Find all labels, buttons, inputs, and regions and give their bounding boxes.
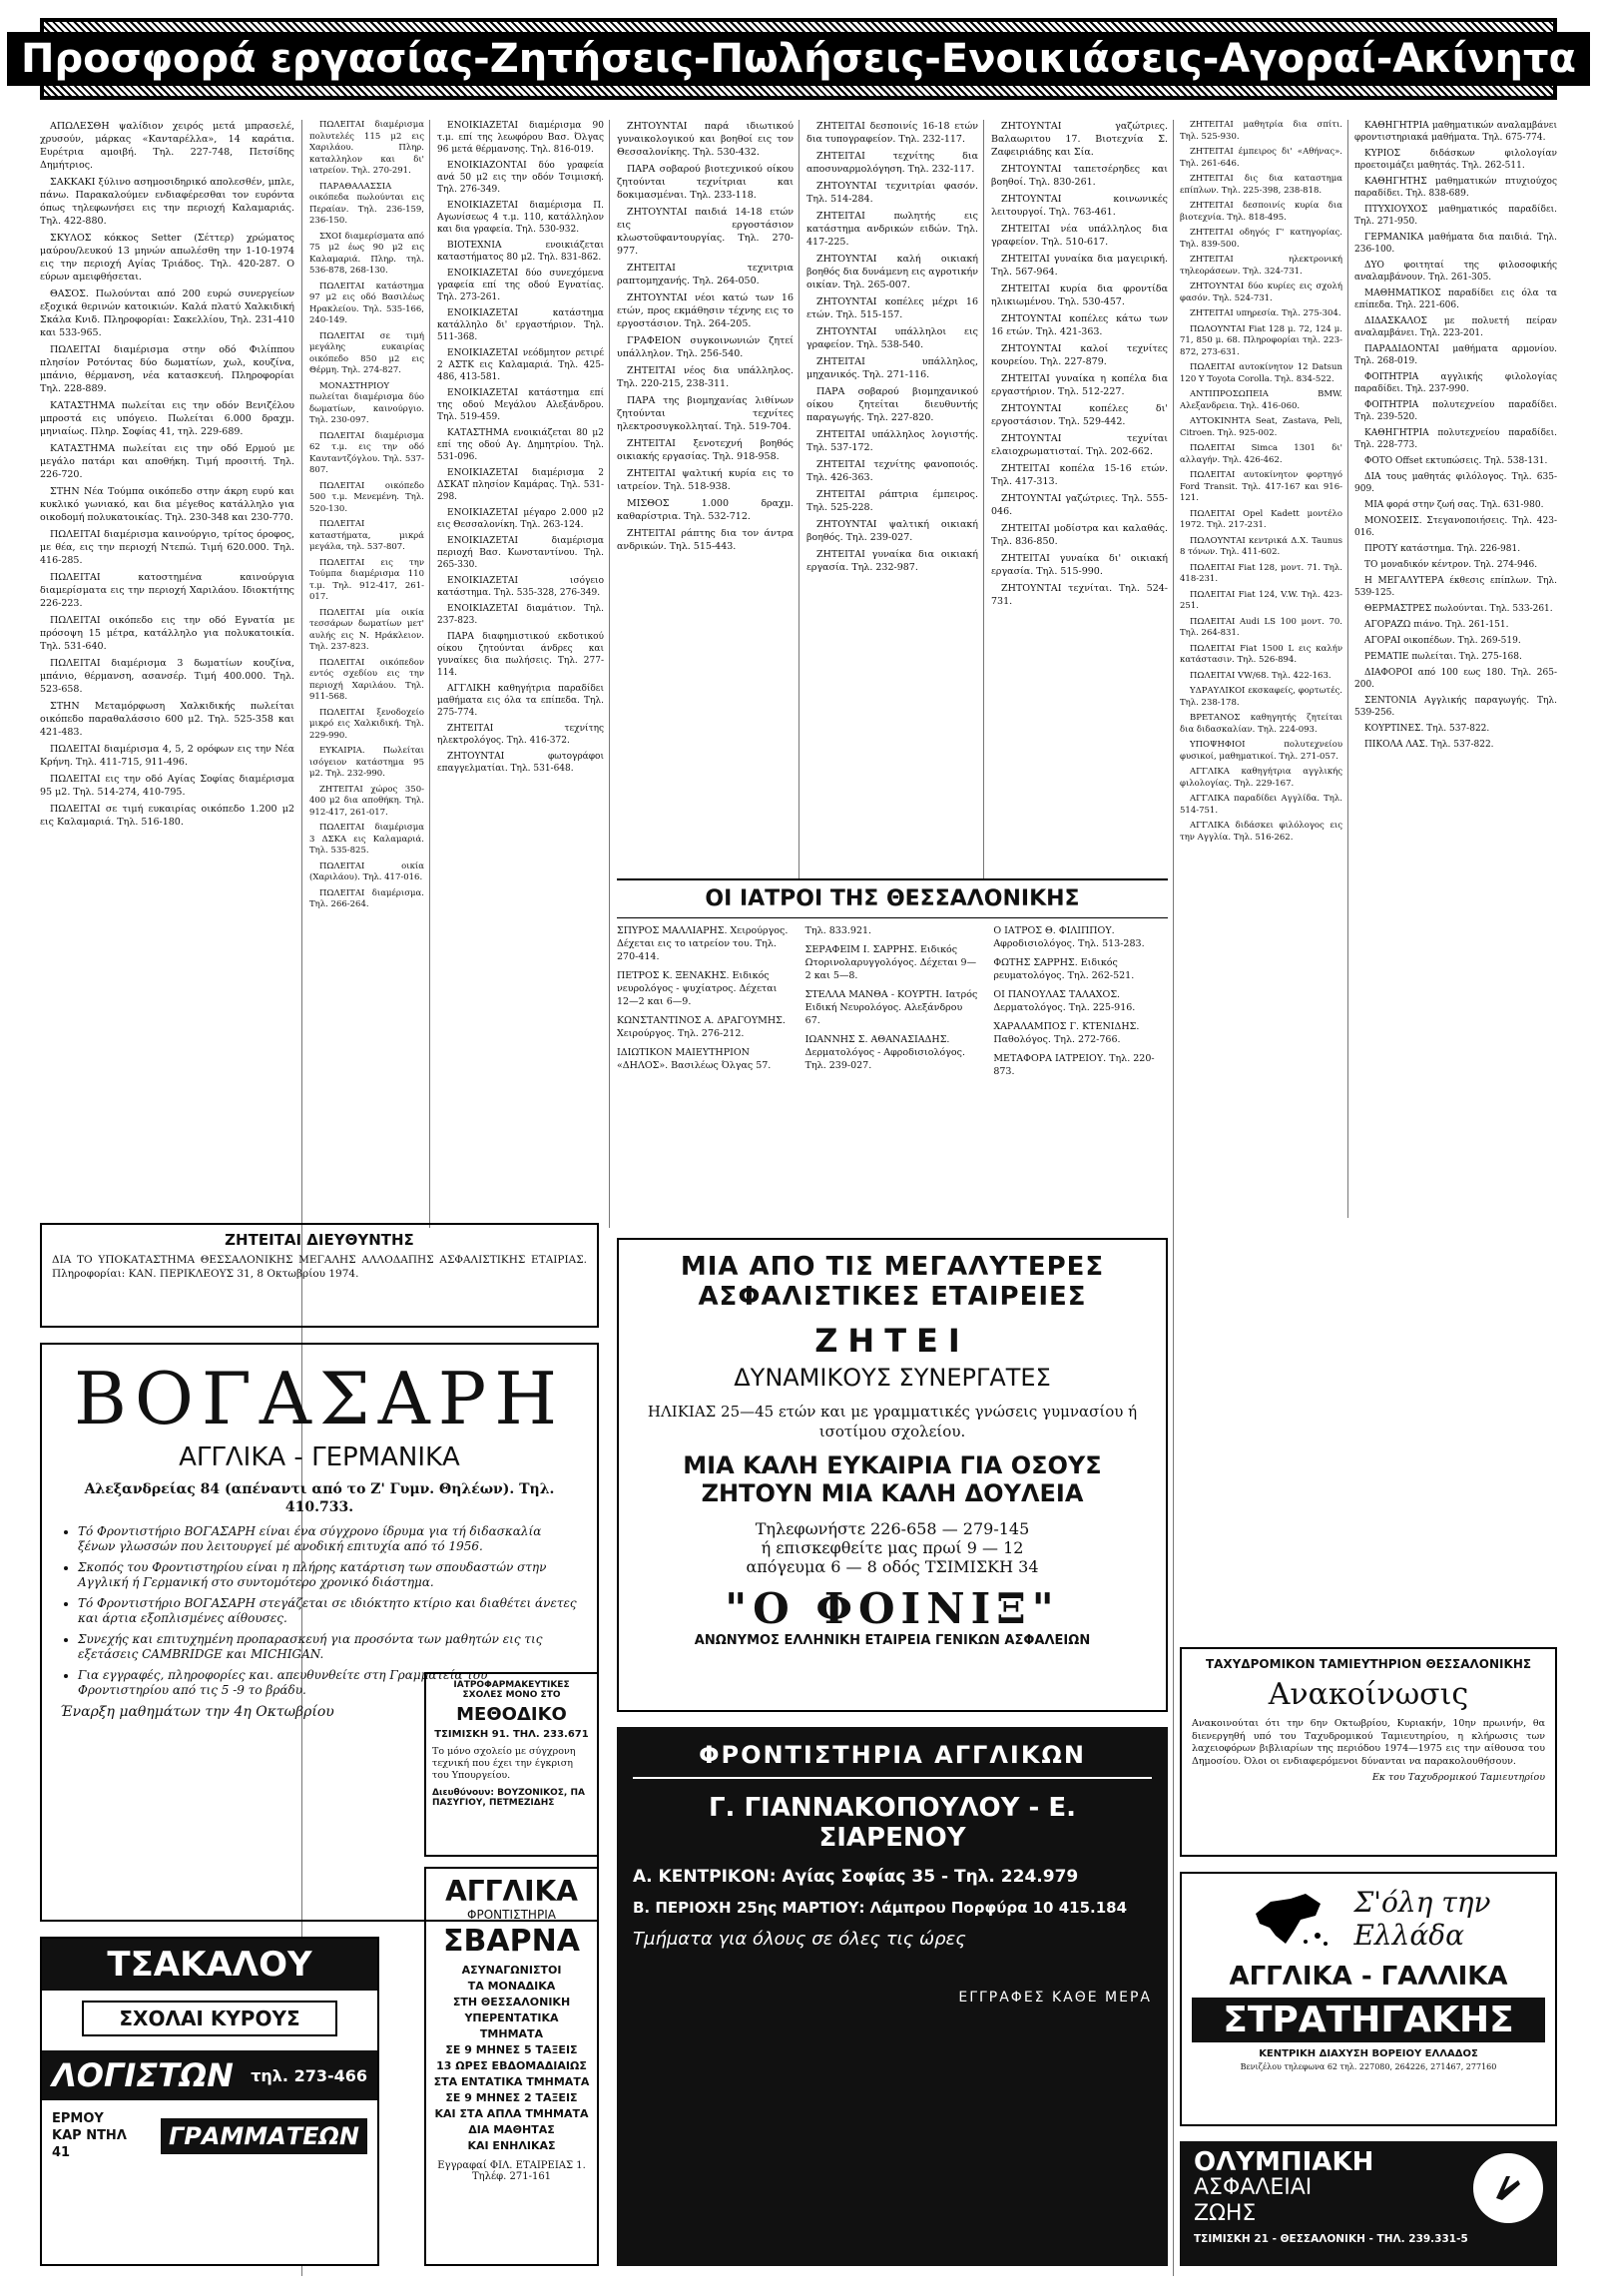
classified-ad: ΖΗΤΕΙΤΑΙ τεχνίτης ηλεκτρολόγος. Τηλ. 416-372. (437, 724, 604, 746)
classified-column-4 (617, 120, 794, 873)
classified-ad: ΜΟΝΑΣΤΗΡΙΟΥ πωλείται διαμέρισμα δύο δωματίων, καινούργιο. Τηλ. 230-097. (309, 380, 424, 425)
classified-ad: ΘΑΣΟΣ. Πωλούνται από 200 ευρώ συνεργείων εξοχικά θερινών κατοικιών. Καλά πλατύ Χαλκιδική Σκάλα Κνιδ. Πληροφορίαι: Σακελλίου, Τηλ. 231-410 και 533-965. (40, 288, 294, 338)
classified-ad: ΖΗΤΕΙΤΑΙ δεσποινίς κυρία δια βιοτεχνία. Τηλ. 818-495. (1180, 201, 1342, 223)
insurance-company-desc: ΑΝΩΝΥΜΟΣ ΕΛΛΗΝΙΚΗ ΕΤΑΙΡΕΙΑ ΓΕΝΙΚΩΝ ΑΣΦΑΛΕΙΩΝ (694, 1633, 1091, 1648)
doctor-entry: ΧΑΡΑΛΑΜΠΟΣ Γ. ΚΤΕΝΙΔΗΣ. Παθολόγος. Τηλ. 272-766. (993, 1021, 1140, 1045)
tsakalou-address-1: ΕΡΜΟΥ (52, 2111, 104, 2126)
classified-ad: ΑΓΓΛΙΚΗ καθηγήτρια παραδίδει μαθήματα εις όλα τα επίπεδα. Τηλ. 275-774. (437, 684, 604, 718)
olympiaki-line-3: ΖΩΗΣ (1194, 2201, 1257, 2226)
tsakalou-address-2: ΚΑΡ ΝΤΗΛ 41 (52, 2128, 127, 2160)
vogasari-start: Έναρξη μαθημάτων την 4η Οκτωβρίου (60, 1704, 334, 1720)
doctor-entry: ΣΕΡΑΦΕΙΜ Ι. ΣΑΡΡΗΣ. Ειδικός Ωτορινολαρυγγολόγος. Δέχεται 9—2 και 5—8. (804, 944, 977, 981)
classified-ad: ΑΓΟΡΑΙ οικοπέδων. Τηλ. 269-519. (1364, 636, 1521, 646)
classified-ad: ΠΩΛΕΙΤΑΙ αυτοκίνητον φορτηγό Ford Transit. Τηλ. 417-167 και 916-121. (1180, 470, 1342, 503)
classified-ad: ΕΥΚΑΙΡΙΑ. Πωλείται ισόγειον κατάστημα 95 μ2. Τηλ. 232-990. (309, 746, 424, 779)
classified-ad: ΓΕΡΜΑΝΙΚΑ μαθήματα δια παιδιά. Τηλ. 236-100. (1354, 233, 1557, 255)
classified-ad: ΠΩΛΕΙΤΑΙ κατοστημένα καινούργια διαμερίσματα εις την περιοχή Χαριλάου. Ιδιοκτήτης 226-223. (40, 572, 294, 609)
classified-ad: ΖΗΤΕΙΤΑΙ τεχνιτρια ραπτομηχανής. Τηλ. 264-050. (617, 263, 794, 287)
classified-ad: ΡΕΜΑΤΙΕ πωλείται. Τηλ. 275-168. (1364, 652, 1522, 662)
classified-ad: ΖΗΤΕΙΤΑΙ γυναίκα δια οικιακή εργασία. Τηλ. 232-987. (806, 549, 978, 573)
classified-ad: ΚΑΘΗΓΗΤΡΙΑ μαθηματικών αναλαμβάνει φροντιστηριακά μαθήματα. Τηλ. 675-774. (1354, 121, 1557, 143)
classified-ad: ΠΩΛΕΙΤΑΙ διαμέρισμα πολυτελές 115 μ2 εις Χαριλάου. Πληρ. καταλληλον και δι' ιατρείον. Τηλ. 270-291. (309, 120, 424, 176)
methodiko-body: Το μόνο σχολείο με σύγχρονη τεχνική που έχει την έγκριση του Υπουργείου. (432, 1746, 576, 1781)
classified-ad: ΠΩΛΕΙΤΑΙ Fiat 128, μοντ. 71. Τηλ. 418-231. (1180, 562, 1342, 584)
classified-ad: ΠΩΛΕΙΤΑΙ οικόπεδον εντός σχεδίου εις την περιοχή Χαριλάου. Τηλ. 911-568. (309, 657, 424, 702)
classified-ad: ΕΝΟΙΚΙΑΖΕΤΑΙ μέγαρο 2.000 μ2 εις Θεσσαλονίκη. Τηλ. 263-124. (437, 508, 604, 530)
classified-ad: ΑΠΩΛΕΣΘΗ ψαλίδιον χειρός μετά μπρασελέ, χρυσούν, μάρκας «Κανταρέλλα», 14 καράτια. Ευρέτρια αμοιβή. Τηλ. 227-748, Πετσίδης Δημήτριος. (40, 121, 294, 171)
vogasari-bullet: • Συνεχής και επιτυχημένη προπαρασκευή για προσόντα των μαθητών εις τις εξετάσεις CAMBRIDGE και MICHIGAN. (78, 1632, 579, 1662)
classified-ad: ΔΙΑ τους μαθητάς φιλόλογος. Τηλ. 635-909. (1354, 472, 1557, 494)
tsakalou-name: ΤΣΑΚΑΛΟΥ (42, 1939, 377, 1991)
vogasari-bullet: • Τό Φροντιστήριο ΒΟΓΑΣΑΡΗ είναι ένα σύγχρονο ίδρυμα για τή διδασκαλία ξένων γλωσσών που λειτουργεί μέ ανοδική επιτυχία από τό 1956. (78, 1524, 579, 1554)
director-title: ΖΗΤΕΙΤΑΙ ΔΙΕΥΘΥΝΤΗΣ (225, 1231, 414, 1249)
classified-ad: ΠΩΛΕΙΤΑΙ Simca 1301 δι' αλλαγήν. Τηλ. 426-462. (1180, 443, 1342, 465)
classified-ad: ΠΩΛΕΙΤΑΙ οικία (Χαριλάου). Τηλ. 417-016. (309, 861, 424, 882)
classified-ad: ΕΝΟΙΚΙΑΖΕΤΑΙ διαμέρισμα 90 τ.μ. επί της λεωφόρου Βασ. Όλγας 96 μετά θέρμανσης. Τηλ. 816-019. (437, 121, 604, 155)
classified-column-1 (40, 120, 294, 1198)
doctor-entry: Ο ΙΑΤΡΟΣ Θ. ΦΙΛΙΠΠΟΥ. Αφροδισιολόγος. Τηλ. 513-283. (993, 925, 1145, 949)
classified-ad: ΖΗΤΟΥΝΤΑΙ καλοί τεχνίτες κουρείου. Τηλ. 227-879. (991, 343, 1168, 367)
sbarna-line: ΣΕ 9 ΜΗΝΕΣ 2 ΤΑΞΕΙΣ (445, 2091, 578, 2104)
classified-ad: ΕΝΟΙΚΙΑΖΕΤΑΙ διαμέρισμα περιοχή Βασ. Κωνσταντίνου. Τηλ. 265-330. (437, 536, 604, 570)
vogasari-bullet: • Τό Φροντιστήριο ΒΟΓΑΣΑΡΗ στεγάζεται σε ιδιόκτητο κτίριο και διαθέτει άνετες και άρτια εξοπλισμένες αίθουσες. (78, 1596, 579, 1626)
classified-column-6 (991, 120, 1168, 873)
classified-ad: ΜΙΑ φορά στην ζωή σας. Τηλ. 631-980. (1364, 500, 1544, 510)
classified-ad: ΕΝΟΙΚΙΑΖΕΤΑΙ διαμέρισμα Π. Αγωνίσεως 4 τ.μ. 110, κατάλληλον και δια γραφεία. Τηλ. 530-932. (437, 201, 604, 235)
insurance-line-5: ΗΛΙΚΙΑΣ 25—45 ετών και με γραμματικές γνώσεις γυμνασίου ή ισοτίμου σχολείου. (647, 1403, 1138, 1440)
tsakalou-phone: τηλ. 273-466 (251, 2065, 367, 2085)
classified-ad: ΠΩΛΕΙΤΑΙ διαμέρισμα καινούργιο, τρίτος όροφος, με θέα, εις την περιοχή Ντεπώ. Τιμή 620.000. Τηλ. 416-285. (40, 529, 294, 566)
doctors-section (617, 878, 1168, 1228)
classified-ad: ΖΗΤΕΙΤΑΙ δεσποινίς 16-18 ετών δια τυπογραφείον. Τηλ. 232-117. (806, 121, 978, 145)
classified-column-5 (806, 120, 978, 873)
classified-ad: ΖΗΤΕΙΤΑΙ μοδίστρα και καλαθάς. Τηλ. 836-850. (991, 523, 1168, 547)
sbarna-line: ΔΙΑ ΜΑΘΗΤΑΣ (468, 2123, 555, 2136)
classified-column-7 (1180, 120, 1342, 1198)
classified-ad: ΣΧΟΙ διαμερίσματα από 75 μ2 έως 90 μ2 εις Καλαμαριά. Πληρ. τηλ. 536-878, 268-130. (309, 231, 424, 276)
classified-ad: ΚΑΤΑΣΤΗΜΑ ενοικιάζεται 80 μ2 επί της οδού Αγ. Δημητρίου. Τηλ. 531-096. (437, 428, 604, 462)
classified-ad: ΕΝΟΙΚΙΑΖΕΤΑΙ νεόδμητον ρετιρέ 2 ΑΣΤΚ εις Καλαμαριά. Τηλ. 425-486, 413-581. (437, 348, 604, 382)
sbarna-line: ΤΑ ΜΟΝΑΔΙΚΑ (467, 1980, 556, 1993)
classified-ad: ΠΡΟΤΥ κατάστημα. Τηλ. 226-981. (1364, 544, 1521, 554)
classified-ad: ΖΗΤΕΙΤΑΙ κοπέλα 15-16 ετών. Τηλ. 417-313. (991, 463, 1168, 487)
classified-ad: ΠΩΛΕΙΤΑΙ διαμέρισμα 3 δωματίων κουζίνα, μπάνιο, θέρμανση, ασανσέρ. Τιμή 400.000. Τηλ. 523-658. (40, 658, 294, 695)
classified-ad: ΖΗΤΕΙΤΑΙ ψαλτική κυρία εις το ιατρείον. Τηλ. 518-938. (617, 468, 794, 492)
tsakalou-logiston: ΛΟΓΙΣΤΩΝ (52, 2056, 234, 2094)
strategakis-subtitle: ΚΕΝΤΡΙΚΗ ΔΙΑΧΥΣΗ ΒΟΡΕΙΟΥ ΕΛΛΑΔΟΣ (1259, 2048, 1478, 2059)
strategakis-ad (1180, 1872, 1557, 2126)
insurance-line-10: απόγευμα 6 — 8 οδός ΤΣΙΜΙΣΚΗ 34 (746, 1557, 1039, 1576)
classified-ad: ΠΩΛΕΙΤΑΙ διαμέρισμα 4, 5, 2 ορόφων εις την Νέα Κρήνη. Τηλ. 411-715, 911-496. (40, 744, 294, 768)
classified-ad: ΣΕΝΤΟΝΙΑ Αγγλικής παραγωγής. Τηλ. 539-256. (1354, 696, 1557, 718)
ptt-body: Ανακοινούται ότι την 6ην Οκτωβρίου, Κυριακήν, 10ην πρωινήν, θα διενεργηθή υπό του Ταχυδρομικού Ταμιευτηρίου, η κλήρωσις των λαχειοφόρων βιβλιαρίων της περιόδου 1974—1975 εις την αίθουσα του Δημοσίου. Όλοι οι ενδιαφερόμενοι δύνανται να παρακολουθήσουν. (1192, 1718, 1545, 1767)
classified-ad: ΒΙΟΤΕΧΝΙΑ ενοικιάζεται καταστήματος 80 μ2. Τηλ. 831-862. (437, 241, 604, 263)
classified-ad: ΠΩΛΕΙΤΑΙ μία οικία τεσσάρων δωματίων μετ' αυλής εις Ν. Ηράκλειον. Τηλ. 237-823. (309, 607, 424, 652)
classified-ad: ΕΝΟΙΚΙΑΖΕΤΑΙ δύο συνεχόμενα γραφεία επί της οδού Εγνατίας. Τηλ. 273-261. (437, 269, 604, 302)
classified-ad: ΥΠΟΨΗΦΙΟΙ πολυτεχνείου φυσικοί, μαθηματικοί. Τηλ. 271-057. (1180, 740, 1342, 762)
sbarna-title: ΑΓΓΛΙΚΑ (445, 1875, 578, 1908)
classified-ad: ΖΗΤΕΙΤΑΙ κυρία δια φροντίδα ηλικιωμένου. Τηλ. 530-457. (991, 284, 1168, 307)
doctor-entry: ΙΔΙΩΤΙΚΟΝ ΜΑΙΕΥΤΗΡΙΟΝ «ΔΗΛΟΣ». Βασιλέως Όλγας 57. Τηλ. 833.921. (617, 925, 872, 1071)
classified-ad: ΕΝΟΙΚΙΑΖΕΤΑΙ ισόγειο κατάστημα. Τηλ. 535-328, 276-349. (437, 576, 604, 598)
classified-ad: ΒΡΕΤΑΝΟΣ καθηγητής ζητείται δια διδασκαλίαν. Τηλ. 224-093. (1180, 713, 1342, 735)
doctor-entry: ΠΕΤΡΟΣ Κ. ΞΕΝΑΚΗΣ. Ειδικός νευρολόγος - ψυχίατρος. Δέχεται 12—2 και 6—9. (617, 970, 778, 1007)
sbarna-line: ΚΑΙ ΣΤΑ ΑΠΛΑ ΤΜΗΜΑΤΑ (434, 2107, 589, 2120)
classified-ad: ΖΗΤΕΙΤΑΙ γυναίκα δια μαγειρική. Τηλ. 567-964. (991, 254, 1168, 278)
doctor-entry: ΦΩΤΗΣ ΣΑΡΡΗΣ. Ειδικός ρευματολόγος. Τηλ. 262-521. (993, 957, 1135, 981)
classified-ad: ΕΝΟΙΚΙΑΖΕΤΑΙ κατάστημα κατάλληλο δι' εργαστήριον. Τηλ. 511-368. (437, 308, 604, 342)
strategakis-slogan-2: Ελλάδα (1353, 1919, 1465, 1952)
doctors-title: ΟΙ ΙΑΤΡΟΙ ΤΗΣ ΘΕΣΣΑΛΟΝΙΚΗΣ (617, 880, 1168, 918)
giannakopoulou-head: ΦΡΟΝΤΙΣΤΗΡΙΑ ΑΓΓΛΙΚΩΝ (633, 1741, 1152, 1779)
vogasari-bullet: • Για εγγραφές, πληροφορίες και. απευθυνθείτε στη Γραμματεία του Φροντιστηρίου από τις 5 -9 το βράδυ. (78, 1668, 579, 1698)
strategakis-slogan-1: Σ'όλη την (1353, 1886, 1491, 1919)
doctors-list (617, 918, 1168, 1078)
classified-ad: ΖΗΤΕΙΤΑΙ έμπειρος δι' «Αθήνας». Τηλ. 261-646. (1180, 147, 1342, 169)
classified-ad: ΥΔΡΑΥΛΙΚΟΙ εκσκαφείς, φορτωτές. Τηλ. 238-178. (1180, 686, 1342, 708)
classified-ad: ΠΑΡΑΔΙΔΟΝΤΑΙ μαθήματα αρμονίου. Τηλ. 268-019. (1354, 344, 1557, 366)
doctor-entry: ΙΩΑΝΝΗΣ Σ. ΑΘΑΝΑΣΙΑΔΗΣ. Δερματολόγος - Αφροδισιολόγος. Τηλ. 239-027. (804, 1034, 965, 1071)
classified-ad: ΖΗΤΟΥΝΤΑΙ φωτογράφοι επαγγελματίαι. Τηλ. 531-648. (437, 752, 604, 774)
classified-ad: ΖΗΤΕΙΤΑΙ τεχνίτης φανοποιός. Τηλ. 426-363. (806, 459, 978, 483)
classified-ad: ΠΩΛΕΙΤΑΙ καταστήματα, μικρά μεγάλα, τηλ. 537-807. (309, 519, 424, 552)
greece-map-icon (1246, 1884, 1335, 1954)
strategakis-name: ΣΤΡΑΤΗΓΑΚΗΣ (1192, 1998, 1545, 2042)
classified-ad: ΚΑΤΑΣΤΗΜΑ πωλείται εις την οδό Ερμού με μεγάλο πατάρι και αποθήκη. Τιμή προσιτή. Τηλ. 226-720. (40, 443, 294, 480)
classified-ad: ΠΩΛΕΙΤΑΙ οικόπεδο εις την οδό Εγνατία με πρόσοψη 15 μέτρα, κατάλληλο για πολυκατοικία. Τηλ. 531-640. (40, 615, 294, 652)
methodiko-address: ΤΣΙΜΙΣΚΗ 91. ΤΗΛ. 233.671 (434, 1729, 589, 1740)
olympiaki-address: ΤΣΙΜΙΣΚΗ 21 - ΘΕΣΣΑΛΟΝΙΚΗ - ΤΗΛ. 239.331-5 (1194, 2233, 1468, 2245)
giannakopoulou-footer: ΕΓΓΡΑΦΕΣ ΚΑΘΕ ΜΕΡΑ (958, 1990, 1152, 2006)
column-divider (798, 120, 799, 878)
classified-ad: ΠΑΡΑ σοβαρού βιομηχανικού οίκου ζητείται διευθυντής παραγωγής. Τηλ. 227-820. (806, 386, 978, 423)
classified-ad: ΖΗΤΕΙΤΑΙ γυναίκα δι' οικιακή εργασία. Τηλ. 515-990. (991, 553, 1168, 577)
sbarna-line: ΥΠΕΡΕΝΤΑΤΙΚΑ ΤΜΗΜΑΤΑ (464, 2011, 559, 2040)
classified-ad: ΠΙΚΟΛΑ ΛΑΣ. Τηλ. 537-822. (1364, 740, 1494, 750)
classified-ad: ΕΝΟΙΚΙΑΖΕΤΑΙ διαμάτιον. Τηλ. 237-823. (437, 604, 604, 626)
classified-ad: ΜΙΣΘΟΣ 1.000 δραχμ. καθαρίστρια. Τηλ. 532-712. (617, 498, 794, 522)
tsakalou-schools: ΣΧΟΛΑΙ ΚΥΡΟΥΣ (82, 2001, 337, 2036)
sbarna-ad (424, 1867, 599, 2266)
doctor-entry: ΣΤΕΛΛΑ ΜΑΝΘΑ - ΚΟΥΡΤΗ. Ιατρός Ειδική Νευρολόγος. Αλεξάνδρου 67. (804, 989, 978, 1026)
classified-ad: ΠΩΛΕΙΤΑΙ εις την Τούμπα διαμέρισμα 110 τ.μ. Τηλ. 912-417, 261-017. (309, 557, 424, 602)
classified-ad: ΤΟ μοναδικόν κέντρον. Τηλ. 274-946. (1364, 560, 1538, 570)
ptt-heading: Ανακοίνωσις (1268, 1677, 1469, 1712)
doctor-entry: ΟΙ ΠΑΝΟΥΛΑΣ ΤΑΛΑΧΟΣ. Δερματολόγος. Τηλ. 225-916. (993, 989, 1136, 1013)
classified-ad: ΠΩΛΕΙΤΑΙ σε τιμή μεγάλης ευκαιρίας οικόπεδο 850 μ2 εις Θέρμη. Τηλ. 274-827. (309, 330, 424, 375)
classified-column-2 (309, 120, 424, 1228)
tsakalou-grammateon: ΓΡΑΜΜΑΤΕΩΝ (161, 2118, 367, 2154)
sbarna-subtitle: ΦΡΟΝΤΙΣΤΗΡΙΑ (467, 1908, 556, 1922)
insurance-line-4: ΔΥΝΑΜΙΚΟΥΣ ΣΥΝΕΡΓΑΤΕΣ (734, 1364, 1051, 1392)
olympiaki-ad (1180, 2141, 1557, 2266)
insurance-line-9: ή επισκεφθείτε μας πρωί 9 — 12 (761, 1538, 1024, 1557)
classified-ad: ΠΩΛΕΙΤΑΙ αυτοκίνητον 12 Datsun 120 Y Toyota Corolla. Τηλ. 834-522. (1180, 362, 1342, 384)
sbarna-line: ΑΣΥΝΑΓΩΝΙΣΤΟΙ (461, 1964, 562, 1977)
classified-ad: ΦΟΙΤΗΤΡΙΑ αγγλικής φιλολογίας παραδίδει. Τηλ. 237-990. (1354, 372, 1557, 394)
masthead-banner (21, 18, 1576, 100)
classified-ad: ΣΚΥΛΟΣ κόκκος Setter (Σέττερ) χρώματος μαύρου/λευκού 13 μηνών απωλέσθη την 1-10-1974 εις την περιοχή Αγίας Τριάδος. Τηλ. 420-287. Ο εύρων αμειφθήσεται. (40, 233, 294, 283)
strategakis-languages: ΑΓΓΛΙΚΑ - ΓΑΛΛΙΚΑ (1229, 1962, 1508, 1992)
classified-ad: ΖΗΤΕΙΤΑΙ ράπτρια έμπειρος. Τηλ. 525-228. (806, 489, 978, 513)
classified-ad: ΑΓΓΛΙΚΑ διδάσκει φιλόλογος εις την Αγγλία. Τηλ. 516-262. (1180, 821, 1342, 843)
classified-ad: ΣΤΗΝ Μεταμόρφωση Χαλκιδικής πωλείται οικόπεδο παραθαλάσσιο 600 μ2. Τηλ. 525-358 και 421-483. (40, 701, 294, 738)
giannakopoulou-ad (617, 1727, 1168, 2266)
classified-ad: ΠΩΛΕΙΤΑΙ διαμέρισμα στην οδό Φιλίππου πλησίον Ροτόντας δύο δωματίων, χωλ, κουζίνα, μπάνιο, θέρμανση, νέα κατασκευή. Πληροφορίαι Τηλ. 228-889. (40, 344, 294, 394)
classified-ad: ΔΙΑΦΟΡΟΙ από 100 εως 180. Τηλ. 265-200. (1354, 668, 1557, 690)
classified-ad: ΖΗΤΕΙΤΑΙ ηλεκτρονική τηλεοράσεων. Τηλ. 324-731. (1180, 255, 1342, 277)
classified-ad: ΖΗΤΕΙΤΑΙ υπηρεσία. Τηλ. 275-304. (1190, 308, 1341, 318)
sbarna-line: ΣΕ 9 ΜΗΝΕΣ 5 ΤΑΞΕΙΣ (445, 2043, 578, 2056)
methodiko-ad (424, 1672, 599, 1857)
classified-ad: ΠΩΛΕΙΤΑΙ διαμέρισμα 3 ΔΣΚΑ εις Καλαμαριά. Τηλ. 535-825. (309, 823, 424, 856)
column-divider (609, 120, 610, 1228)
classified-ad: ΜΑΘΗΜΑΤΙΚΟΣ παραδίδει εις όλα τα επίπεδα. Τηλ. 221-606. (1354, 288, 1557, 310)
classified-ad: ΖΗΤΟΥΝΤΑΙ δύο κυρίες εις σχολή φασόν. Τηλ. 524-731. (1180, 282, 1342, 303)
classified-ad: ΠΩΛΕΙΤΑΙ διαμέρισμα 62 τ.μ. εις την οδό Καυταντζόγλου. Τηλ. 537-807. (309, 430, 424, 475)
classified-ad: ΖΗΤΟΥΝΤΑΙ τεχνιτρίαι φασόν. Τηλ. 514-284. (806, 181, 978, 205)
classified-ad: ΠΩΛΕΙΤΑΙ Fiat 124, V.W. Τηλ. 423-251. (1180, 589, 1342, 611)
classified-column-3 (437, 120, 604, 1228)
classified-ad: ΠΑΡΑ διαφημιστικού εκδοτικού οίκου ζητούνται άνδρες και γυναίκες δια πωλήσεις. Τηλ. 277-114. (437, 632, 604, 678)
classified-ad: ΠΩΛΕΙΤΑΙ VW/68. Τηλ. 422-163. (1190, 670, 1331, 681)
doctor-entry: ΣΠΥΡΟΣ ΜΑΛΛΙΑΡΗΣ. Χειρούργος. Δέχεται εις το ιατρείον του. Τηλ. 270-414. (617, 925, 789, 962)
classified-ad: ΠΩΛΕΙΤΑΙ εις την οδό Αγίας Σοφίας διαμέρισμα 95 μ2. Τηλ. 514-274, 410-795. (40, 774, 294, 798)
giannakopoulou-branch-a: Α. ΚΕΝΤΡΙΚΟΝ: Αγίας Σοφίας 35 - Τηλ. 224.979 (633, 1867, 1079, 1887)
classified-ad: ΓΡΑΦΕΙΟΝ συγκοινωνιών ζητεί υπάλληλον. Τηλ. 256-540. (617, 335, 794, 359)
classified-ad: ΚΟΥΡΤΙΝΕΣ. Τηλ. 537-822. (1364, 724, 1490, 734)
giannakopoulou-branch-b: Β. ΠΕΡΙΟΧΗ 25ης ΜΑΡΤΙΟΥ: Λάμπρου Πορφύρα 10 415.184 (633, 1899, 1128, 1917)
column-divider (1173, 120, 1174, 2276)
classified-ad: ΑΓΓΛΙΚΑ παραδίδει Αγγλίδα. Τηλ. 514-751. (1180, 794, 1342, 816)
classified-ad: ΖΗΤΕΙΤΑΙ νέα υπάλληλος δια γραφείον. Τηλ. 510-617. (991, 224, 1168, 248)
classified-ad: ΔΙΔΑΣΚΑΛΟΣ με πολυετή πείραν αναλαμβάνει. Τηλ. 223-201. (1354, 316, 1557, 338)
olympiaki-line-1: ΟΛΥΜΠΙΑΚΗ (1194, 2147, 1374, 2177)
classified-ad: ΠΩΛΕΙΤΑΙ Fiat 1500 L εις καλήν κατάστασιν. Τηλ. 526-894. (1180, 643, 1342, 665)
classified-ad: ΖΗΤΟΥΝΤΑΙ κοπέλες κάτω των 16 ετών. Τηλ. 421-363. (991, 313, 1168, 337)
methodiko-footer: Διευθύνουν: ΒΟΥΖΟΝΙΚΟΣ, ΠΑ ΠΑΣΥΓΙΟΥ, ΠΕΤΜΕΖΙΔΗΣ (432, 1788, 585, 1808)
classified-ad: ΖΗΤΕΙΤΑΙ οδηγός Γ' κατηγορίας. Τηλ. 839-500. (1180, 228, 1342, 250)
classified-ad: ΖΗΤΕΙΤΑΙ τεχνίτης δια αποσυναρμολόγηση. Τηλ. 232-117. (806, 151, 978, 175)
sbarna-line: ΣΤΗ ΘΕΣΣΑΛΟΝΙΚΗ (452, 1996, 571, 2009)
insurance-line-8: Τηλεφωνήστε 226-658 — 279-145 (755, 1519, 1030, 1538)
classified-ad: ΖΗΤΕΙΤΑΙ δις δια καταστημα επίπλων. Τηλ. 225-398, 238-818. (1180, 174, 1342, 196)
masthead-title: Προσφορά εργασίας-Ζητήσεις-Πωλήσεις-Ενοικιάσεις-Αγοραί-Ακίνητα (7, 32, 1590, 86)
classified-ad: ΚΑΘΗΓΗΤΗΣ μαθηματικών πτυχιούχος παραδίδει. Τηλ. 838-689. (1354, 177, 1557, 199)
classified-ad: ΦΟΤΟ Offset εκτυπώσεις. Τηλ. 538-131. (1364, 456, 1548, 466)
classified-ad: ΠΩΛΕΙΤΑΙ κατάστημα 97 μ2 εις οδό Βασιλέως Ηρακλείου. Τηλ. 535-166, 240-149. (309, 281, 424, 325)
classified-ad: ΔΥΟ φοιτηταί της φιλοσοφικής αναλαμβάνουν. Τηλ. 261-305. (1354, 261, 1557, 283)
classified-ad: ΠΩΛΟΥΝΤΑΙ Fiat 128 μ. 72, 124 μ. 71, 850 μ. 68. Πληροφορίαι τηλ. 223-872, 273-631. (1180, 323, 1342, 357)
vogasari-name: ΒΟΓΑΣΑΡΗ (73, 1357, 566, 1440)
classified-column-8 (1354, 120, 1557, 1198)
classified-ad: ΠΩΛΕΙΤΑΙ Audi LS 100 μοντ. 70. Τηλ. 264-831. (1180, 616, 1342, 638)
classified-ad: ΕΝΟΙΚΙΑΖΕΤΑΙ διαμέρισμα 2 ΔΣΚΑΤ πλησίον Καμάρας. Τηλ. 531-298. (437, 468, 604, 502)
tsakalou-ad (40, 1937, 379, 2266)
vogasari-subtitle: ΑΓΓΛΙΚΑ - ΓΕΡΜΑΝΙΚΑ (179, 1442, 460, 1472)
doctor-entry: ΚΩΝΣΤΑΝΤΙΝΟΣ Α. ΔΡΑΓΟΥΜΗΣ. Χειρούργος. Τηλ. 276-212. (617, 1015, 786, 1039)
classified-ad: ΖΗΤΕΙΤΑΙ χώρος 350-400 μ2 δια αποθήκη. Τηλ. 912-417, 261-017. (309, 784, 424, 818)
classified-ad: ΖΗΤΟΥΝΤΑΙ παιδιά 14-18 ετών εις εργοστάσιον κλωστοϋφαντουργίας. Τηλ. 270-977. (617, 207, 794, 257)
classified-ad: ΖΗΤΕΙΤΑΙ ξενοτεχνή βοηθός οικιακής εργασίας. Τηλ. 918-958. (617, 438, 794, 462)
classified-ad: ΖΗΤΕΙΤΑΙ υπάλληλος λογιστής. Τηλ. 537-172. (806, 429, 978, 453)
phoenix-insurance-ad (617, 1238, 1168, 1712)
column-divider (429, 120, 430, 1228)
classified-ad: ΘΕΡΜΑΣΤΡΕΣ πωλούνται. Τηλ. 533-261. (1364, 604, 1553, 614)
insurance-line-1: ΜΙΑ ΑΠΟ ΤΙΣ ΜΕΓΑΛΥΤΕΡΕΣ (680, 1252, 1105, 1282)
classified-ad: ΖΗΤΕΙΤΑΙ πωλητής εις κατάστημα ανδρικών ειδών. Τηλ. 417-225. (806, 211, 978, 248)
sbarna-line: 13 ΩΡΕΣ ΕΒΔΟΜΑΔΙΑΙΩΣ (436, 2059, 587, 2072)
insurance-company-name: "Ο ΦΟΙΝΙΞ" (725, 1584, 1060, 1633)
classified-ad: ΠΩΛΕΙΤΑΙ οικόπεδο 500 τ.μ. Μενεμένη. Τηλ. 520-130. (309, 480, 424, 514)
classified-ad: ΖΗΤΟΥΝΤΑΙ παρά ιδιωτικού γυναικολογικού και βοηθοί εις τον Θεσσαλονίκης. Τηλ. 530-432. (617, 121, 794, 158)
director-wanted-ad (40, 1223, 599, 1328)
classified-ad: ΖΗΤΟΥΝΤΑΙ νέοι κατώ των 16 ετών, προς εκμάθησιν τέχνης εις το εργοστάσιον. Τηλ. 264-205. (617, 292, 794, 329)
classified-ad: ΜΟΝΟΣΕΙΣ. Στεγανοποιήσεις. Τηλ. 423-016. (1354, 516, 1557, 538)
olympiaki-logo-icon (1473, 2153, 1543, 2223)
sbarna-lines (432, 1963, 591, 2154)
vogasari-bullet: • Σκοπός του Φροντιστηρίου είναι η πλήρης κατάρτιση των σπουδαστών στην Αγγλική ή Γερμανική στο συντομότερο χρονικό διάστημα. (78, 1560, 579, 1590)
post-savings-announcement (1180, 1647, 1557, 1857)
giannakopoulou-schedule: Τμήματα για όλους σε όλες τις ώρες (633, 1929, 966, 1950)
giannakopoulou-names: Γ. ΓΙΑΝΝΑΚΟΠΟΥΛΟΥ - Ε. ΣΙΑΡΕΝΟΥ (708, 1793, 1077, 1853)
classified-ad: ΖΗΤΕΙΤΑΙ νέος δια υπάλληλος. Τηλ. 220-215, 238-311. (617, 365, 794, 389)
strategakis-address: Βενιζέλου τηλεφωνα 62 τηλ. 227080, 264226, 271467, 277160 (1240, 2062, 1497, 2071)
classified-ad: ΠΑΡΑ της βιομηχανίας λιθίνων ζητούνται τεχνίτες ηλεκτροσυγκολληταί. Τηλ. 519-704. (617, 395, 794, 432)
classified-ad: ΑΓΓΛΙΚΑ καθηγήτρια αγγλικής φιλολογίας. Τηλ. 229-167. (1180, 767, 1342, 789)
classified-ad: ΠΑΡΑΘΑΛΑΣΣΙΑ οικόπεδα πωλούνται εις Περαίαν. Τηλ. 236-159, 236-150. (309, 181, 424, 226)
classified-ad: ΚΥΡΙΟΣ διδάσκων φιλολογίαν προετοιμάζει μαθητάς. Τηλ. 262-511. (1354, 149, 1557, 171)
classified-ad: ΖΗΤΟΥΝΤΑΙ υπάλληλοι εις γραφείον. Τηλ. 538-540. (806, 326, 978, 350)
column-divider (983, 120, 984, 878)
classified-ad: ΖΗΤΕΙΤΑΙ μαθητρία δια σπίτι. Τηλ. 525-930. (1180, 120, 1342, 142)
classified-ad: ΖΗΤΟΥΝΤΑΙ γαζώτριες. Τηλ. 555-046. (991, 493, 1168, 517)
insurance-line-6: ΜΙΑ ΚΑΛΗ ΕΥΚΑΙΡΙΑ ΓΙΑ ΟΣΟΥΣ (683, 1451, 1102, 1479)
vogasari-address: Αλεξανδρείας 84 (απέναντι από το Ζ' Γυμν. Θηλέων). Τηλ. 410.733. (84, 1481, 555, 1515)
doctor-entry: ΜΕΤΑΦΟΡΑ ΙΑΤΡΕΙΟΥ. Τηλ. 220-873. (993, 1053, 1155, 1077)
classified-ad: ΠΩΛΟΥΝΤΑΙ κεντρικά Δ.Χ. Taunus 8 τόνων. Τηλ. 411-602. (1180, 535, 1342, 557)
sbarna-line: ΚΑΙ ΕΝΗΛΙΚΑΣ (467, 2139, 556, 2152)
classified-ad: ΑΝΤΙΠΡΟΣΩΠΕΙΑ BMW. Αλεξανδρεια. Τηλ. 416-060. (1180, 389, 1342, 411)
classified-ad: ΖΗΤΟΥΝΤΑΙ τεχνίται. Τηλ. 524-731. (991, 583, 1168, 607)
classified-ad: ΑΓΟΡΑΖΩ πιάνο. Τηλ. 261-151. (1364, 620, 1509, 630)
classified-ad: ΚΑΤΑΣΤΗΜΑ πωλείται εις την οδόν Βενιζέλου μπροστά εις υπόγειο. Πωλείται 6.000 δραχμ. μηνιαίως. Πληρ. Σοφίας 41, τηλ. 229-689. (40, 400, 294, 437)
ptt-title: ΤΑΧΥΔΡΟΜΙΚΟΝ ΤΑΜΙΕΥΤΗΡΙΟΝ ΘΕΣΣΑΛΟΝΙΚΗΣ (1205, 1657, 1532, 1671)
classified-ad: ΖΗΤΟΥΝΤΑΙ καλή οικιακή βοηθός δια δυνάμενη εις αγροτικήν οικίαν. Τηλ. 265-007. (806, 254, 978, 290)
insurance-line-2: ΑΣΦΑΛΙΣΤΙΚΕΣ ΕΤΑΙΡΕΙΕΣ (698, 1282, 1087, 1312)
sbarna-name: ΣΒΑΡΝΑ (443, 1924, 580, 1959)
column-divider (1347, 120, 1348, 1218)
sbarna-footer: Εγγραφαί ΦΙΛ. ΕΤΑΙΡΕΙΑΣ 1. Τηλέφ. 271-161 (437, 2160, 586, 2182)
classified-ad: ΖΗΤΟΥΝΤΑΙ κοινωνικές λειτουργοί. Τηλ. 763-461. (991, 194, 1168, 218)
ptt-signature: Εκ του Ταχυδρομικού Ταμιευτηρίου (1371, 1772, 1545, 1783)
classified-ad: ΖΗΤΟΥΝΤΑΙ κοπέλες μέχρι 16 ετών. Τηλ. 515-157. (806, 296, 978, 320)
classified-ad: ΠΩΛΕΙΤΑΙ σε τιμή ευκαιρίας οικόπεδο 1.200 μ2 εις Καλαμαριά. Τηλ. 516-180. (40, 804, 294, 828)
classified-ad: ΦΟΙΤΗΤΡΙΑ πολυτεχνείου παραδίδει. Τηλ. 239-520. (1354, 400, 1557, 422)
classified-ad: ΠΩΛΕΙΤΑΙ Opel Kadett μοντέλο 1972. Τηλ. 217-231. (1180, 508, 1342, 530)
classified-ad: ΖΗΤΕΙΤΑΙ γυναίκα η κοπέλα δια εργαστήριον. Τηλ. 512-227. (991, 373, 1168, 397)
classified-ad: ΖΗΤΟΥΝΤΑΙ γαζώτριες. Βαλαωριτου 17. Βιοτεχνία Σ. Ζαφειριάδης και Σία. (991, 121, 1168, 158)
classified-ad: ΠΑΡΑ σοβαρού βιοτεχνικού οίκου ζητούνται τεχνίτριαι και δοκιμασμέναι. Τηλ. 233-118. (617, 164, 794, 201)
insurance-line-3: ΖΗΤΕΙ (814, 1322, 970, 1360)
methodiko-head: ΙΑΤΡΟΦΑΡΜΑΚΕΥΤΙΚΕΣ ΣΧΟΛΕΣ ΜΟΝΟ ΣΤΟ (453, 1680, 570, 1700)
classified-ad: ΣΑΚΚΑΚΙ ξύλινο ασημοσιδηρικό απολεσθέν, μπλε, πάνω. Παρακαλούμεν ενδιαφέρεσθαι τον ευρόντα όπως τηλεφωνήσει εις την περιοχή Καλαμαριάς. Τηλ. 422-880. (40, 177, 294, 227)
classified-ad: ΖΗΤΕΙΤΑΙ ράπτης δια τον άντρα ανδρικών. Τηλ. 515-443. (617, 528, 794, 552)
classified-ad: ΕΝΟΙΚΙΑΖΕΤΑΙ κατάστημα επί της οδού Μεγάλου Αλεξάνδρου. Τηλ. 519-459. (437, 388, 604, 422)
olympiaki-line-2: ΑΣΦΑΛΕΙΑΙ (1194, 2175, 1313, 2200)
methodiko-name: ΜΕΘΟΔΙΚΟ (456, 1704, 567, 1725)
classified-ad: ΖΗΤΕΙΤΑΙ υπάλληλος, μηχανικός. Τηλ. 271-116. (806, 356, 978, 380)
sbarna-line: ΣΤΑ ΕΝΤΑΤΙΚΑ ΤΜΗΜΑΤΑ (433, 2075, 590, 2088)
insurance-line-7: ΖΗΤΟΥΝ ΜΙΑ ΚΑΛΗ ΔΟΥΛΕΙΑ (701, 1479, 1084, 1507)
classified-ad: ΠΩΛΕΙΤΑΙ ξενοδοχείο μικρό εις Χαλκιδική. Τηλ. 229-990. (309, 707, 424, 741)
classified-ad: ΣΤΗΝ Νέα Τούμπα οικόπεδο στην άκρη ευρύ και κυκλικό γωνιακό, και δια μέγεθος κατάλληλο για οικοδομή πολυκατοικίας. Τηλ. 230-348 και 230-770. (40, 486, 294, 523)
classified-ad: ΖΗΤΟΥΝΤΑΙ ταπετσέρηδες και βοηθοί. Τηλ. 830-261. (991, 164, 1168, 188)
classified-ad: ΖΗΤΟΥΝΤΑΙ τεχνίται ελαιοχρωματισταί. Τηλ. 202-662. (991, 433, 1168, 457)
classified-ad: ΖΗΤΟΥΝΤΑΙ κοπέλες δι' εργοστάσιον. Τηλ. 529-442. (991, 403, 1168, 427)
classified-ad: ΑΥΤΟΚΙΝΗΤΑ Seat, Zastava, Peli, Citroen. Τηλ. 925-002. (1180, 416, 1342, 438)
classified-ad: ΠΤΥΧΙΟΥΧΟΣ μαθηματικός παραδίδει. Τηλ. 271-950. (1354, 205, 1557, 227)
classified-ad: ΠΩΛΕΙΤΑΙ διαμέρισμα. Τηλ. 266-264. (309, 887, 424, 909)
classified-ad: ΕΝΟΙΚΙΑΖΟΝΤΑΙ δύο γραφεία ανά 50 μ2 εις την οδόν Τσιμισκή. Τηλ. 276-349. (437, 161, 604, 195)
director-body: ΔΙΑ ΤΟ ΥΠΟΚΑΤΑΣΤΗΜΑ ΘΕΣΣΑΛΟΝΙΚΗΣ ΜΕΓΑΛΗΣ ΑΛΛΟΔΑΠΗΣ ΑΣΦΑΛΙΣΤΙΚΗΣ ΕΤΑΙΡΙΑΣ. Πληροφορίαι: ΚΑΝ. ΠΕΡΙΚΛΕΟΥΣ 31, 8 Οκτωβρίου 1974. (52, 1254, 587, 1280)
classified-ad: Η ΜΕΓΑΛΥΤΕΡΑ έκθεσις επίπλων. Τηλ. 539-125. (1354, 576, 1557, 598)
classified-ad: ΖΗΤΟΥΝΤΑΙ ψαλτική οικιακή βοηθός. Τηλ. 239-027. (806, 519, 978, 543)
classified-ad: ΚΑΘΗΓΗΤΡΙΑ πολυτεχνείου παραδίδει. Τηλ. 228-773. (1354, 428, 1557, 450)
